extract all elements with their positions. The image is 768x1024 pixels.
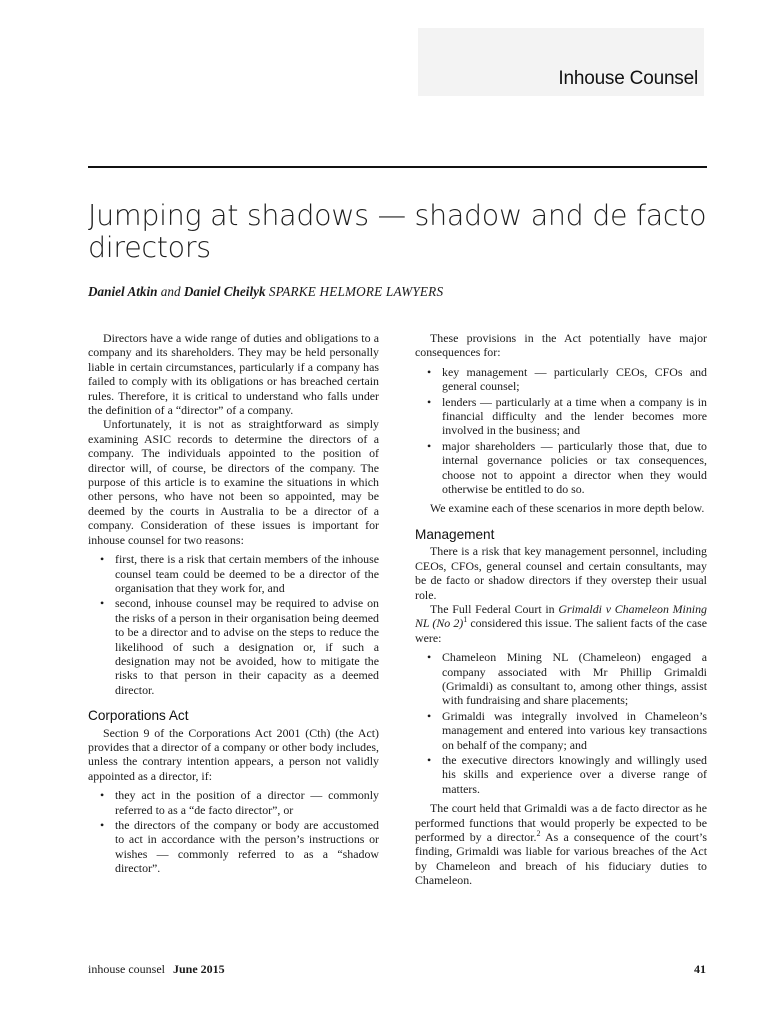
list-item: • Chameleon Mining NL (Chameleon) engaged a company associated with Mr Phillip Grimaldi (Grimaldi) as consultant to, among other things, assist with fundraising and share placements; <box>415 650 707 708</box>
paragraph <box>415 801 707 887</box>
consequences-list <box>415 365 707 497</box>
list-item: • lenders — particularly at a time when a company is in financial difficulty and the lender becomes more involved in the business; and <box>415 395 707 438</box>
text-run: The court held that Grimaldi was a de facto director as he performed functions that would properly be expected to be performed by a director. <box>415 801 707 844</box>
left-column <box>88 331 379 881</box>
publication-title: Inhouse Counsel <box>558 68 698 89</box>
conditions-list <box>88 788 379 875</box>
page-number: 41 <box>694 962 706 976</box>
text-run: considered this issue. The salient facts of the case were: <box>415 616 707 645</box>
footnote-marker: 2 <box>536 829 541 839</box>
list-item: • they act in the position of a director — commonly referred to as a “de facto director”, or <box>88 788 379 817</box>
text-run: As a consequence of the court’s finding, Grimaldi was liable for various breaches of the Act by Chameleon and breach of his fiduciary duties to Chameleon. <box>415 830 707 888</box>
list-item: • key management — particularly CEOs, CFOs and general counsel; <box>415 365 707 394</box>
paragraph: Unfortunately, it is not as straightforward as simply examining ASIC records to determine the directors of a company. The individuals appointed to the position of director will, of course, be directors of the company. The purpose of this article is to examine the situations in which other persons, who have not been so appointed, may be deemed by the courts in Australia to be a director of a company. Consideration of these issues is important for inhouse counsel for two reasons: <box>88 417 379 547</box>
right-column <box>415 331 707 888</box>
author-name: Daniel Cheilyk <box>183 284 266 299</box>
article-title: Jumping at shadows — shadow and de facto directors <box>88 199 707 264</box>
footer-publication <box>88 962 225 977</box>
list-item: • Grimaldi was integrally involved in Chameleon’s management and entered into various key transactions on behalf of the company; and <box>415 709 707 752</box>
paragraph: These provisions in the Act potentially have major consequences for: <box>415 331 707 360</box>
section-heading-corporations-act: Corporations Act <box>88 708 189 724</box>
byline <box>88 284 443 300</box>
text-run: The Full Federal Court in <box>430 601 555 616</box>
section-heading-management: Management <box>415 526 495 542</box>
list-item: • first, there is a risk that certain members of the inhouse counsel team could be deemed to be a director of the organisation that they work for, and <box>88 552 379 595</box>
paragraph: There is a risk that key management personnel, including CEOs, CFOs, general counsel and certain consultants, may be de facto or shadow directors if they overstep their usual role. <box>415 544 707 602</box>
list-item: • the directors of the company or body are accustomed to act in accordance with the person’s instructions or wishes — commonly referred to as a “shadow director”. <box>88 818 379 876</box>
header-rule <box>88 166 707 168</box>
footer-publication-name: inhouse counsel <box>88 962 165 976</box>
paragraph: Section 9 of the Corporations Act 2001 (Cth) (the Act) provides that a director of a company or other body includes, unless the contrary intention appears, a person not validly appointed as a director, if: <box>88 725 379 783</box>
list-item: • major shareholders — particularly those that, due to internal governance policies or tax consequences, choose not to appoint a director when they would otherwise be entitled to do so. <box>415 439 707 497</box>
list-item: • the executive directors knowingly and willingly used his skills and experience over a diverse range of matters. <box>415 753 707 796</box>
case-citation: Grimaldi v Chameleon Mining NL (No 2) <box>415 601 707 631</box>
author-joiner: and <box>160 284 181 299</box>
author-name: Daniel Atkin <box>88 284 158 299</box>
paragraph: Directors have a wide range of duties and obligations to a company and its shareholders. They may be held personally liable in certain circumstances, particularly if a company has failed to comply with its obligations or has breached certain rules. Therefore, it is critical to understand who falls under the definition of a “director” of a company. <box>88 331 379 418</box>
facts-list <box>415 650 707 796</box>
footer-issue: June 2015 <box>173 962 225 976</box>
paragraph <box>415 602 707 645</box>
list-item: • second, inhouse counsel may be required to advise on the risks of a person in their organisation being deemed to be a director and to advise on the steps to reduce the likelihood of such a designation or, if such a designation may not be avoided, how to mitigate the risks to that person in their capacity as a deemed director. <box>88 596 379 697</box>
footnote-marker: 1 <box>463 615 468 625</box>
law-firm: SPARKE HELMORE LAWYERS <box>268 284 444 299</box>
reasons-list <box>88 552 379 697</box>
paragraph: We examine each of these scenarios in more depth below. <box>430 501 705 516</box>
